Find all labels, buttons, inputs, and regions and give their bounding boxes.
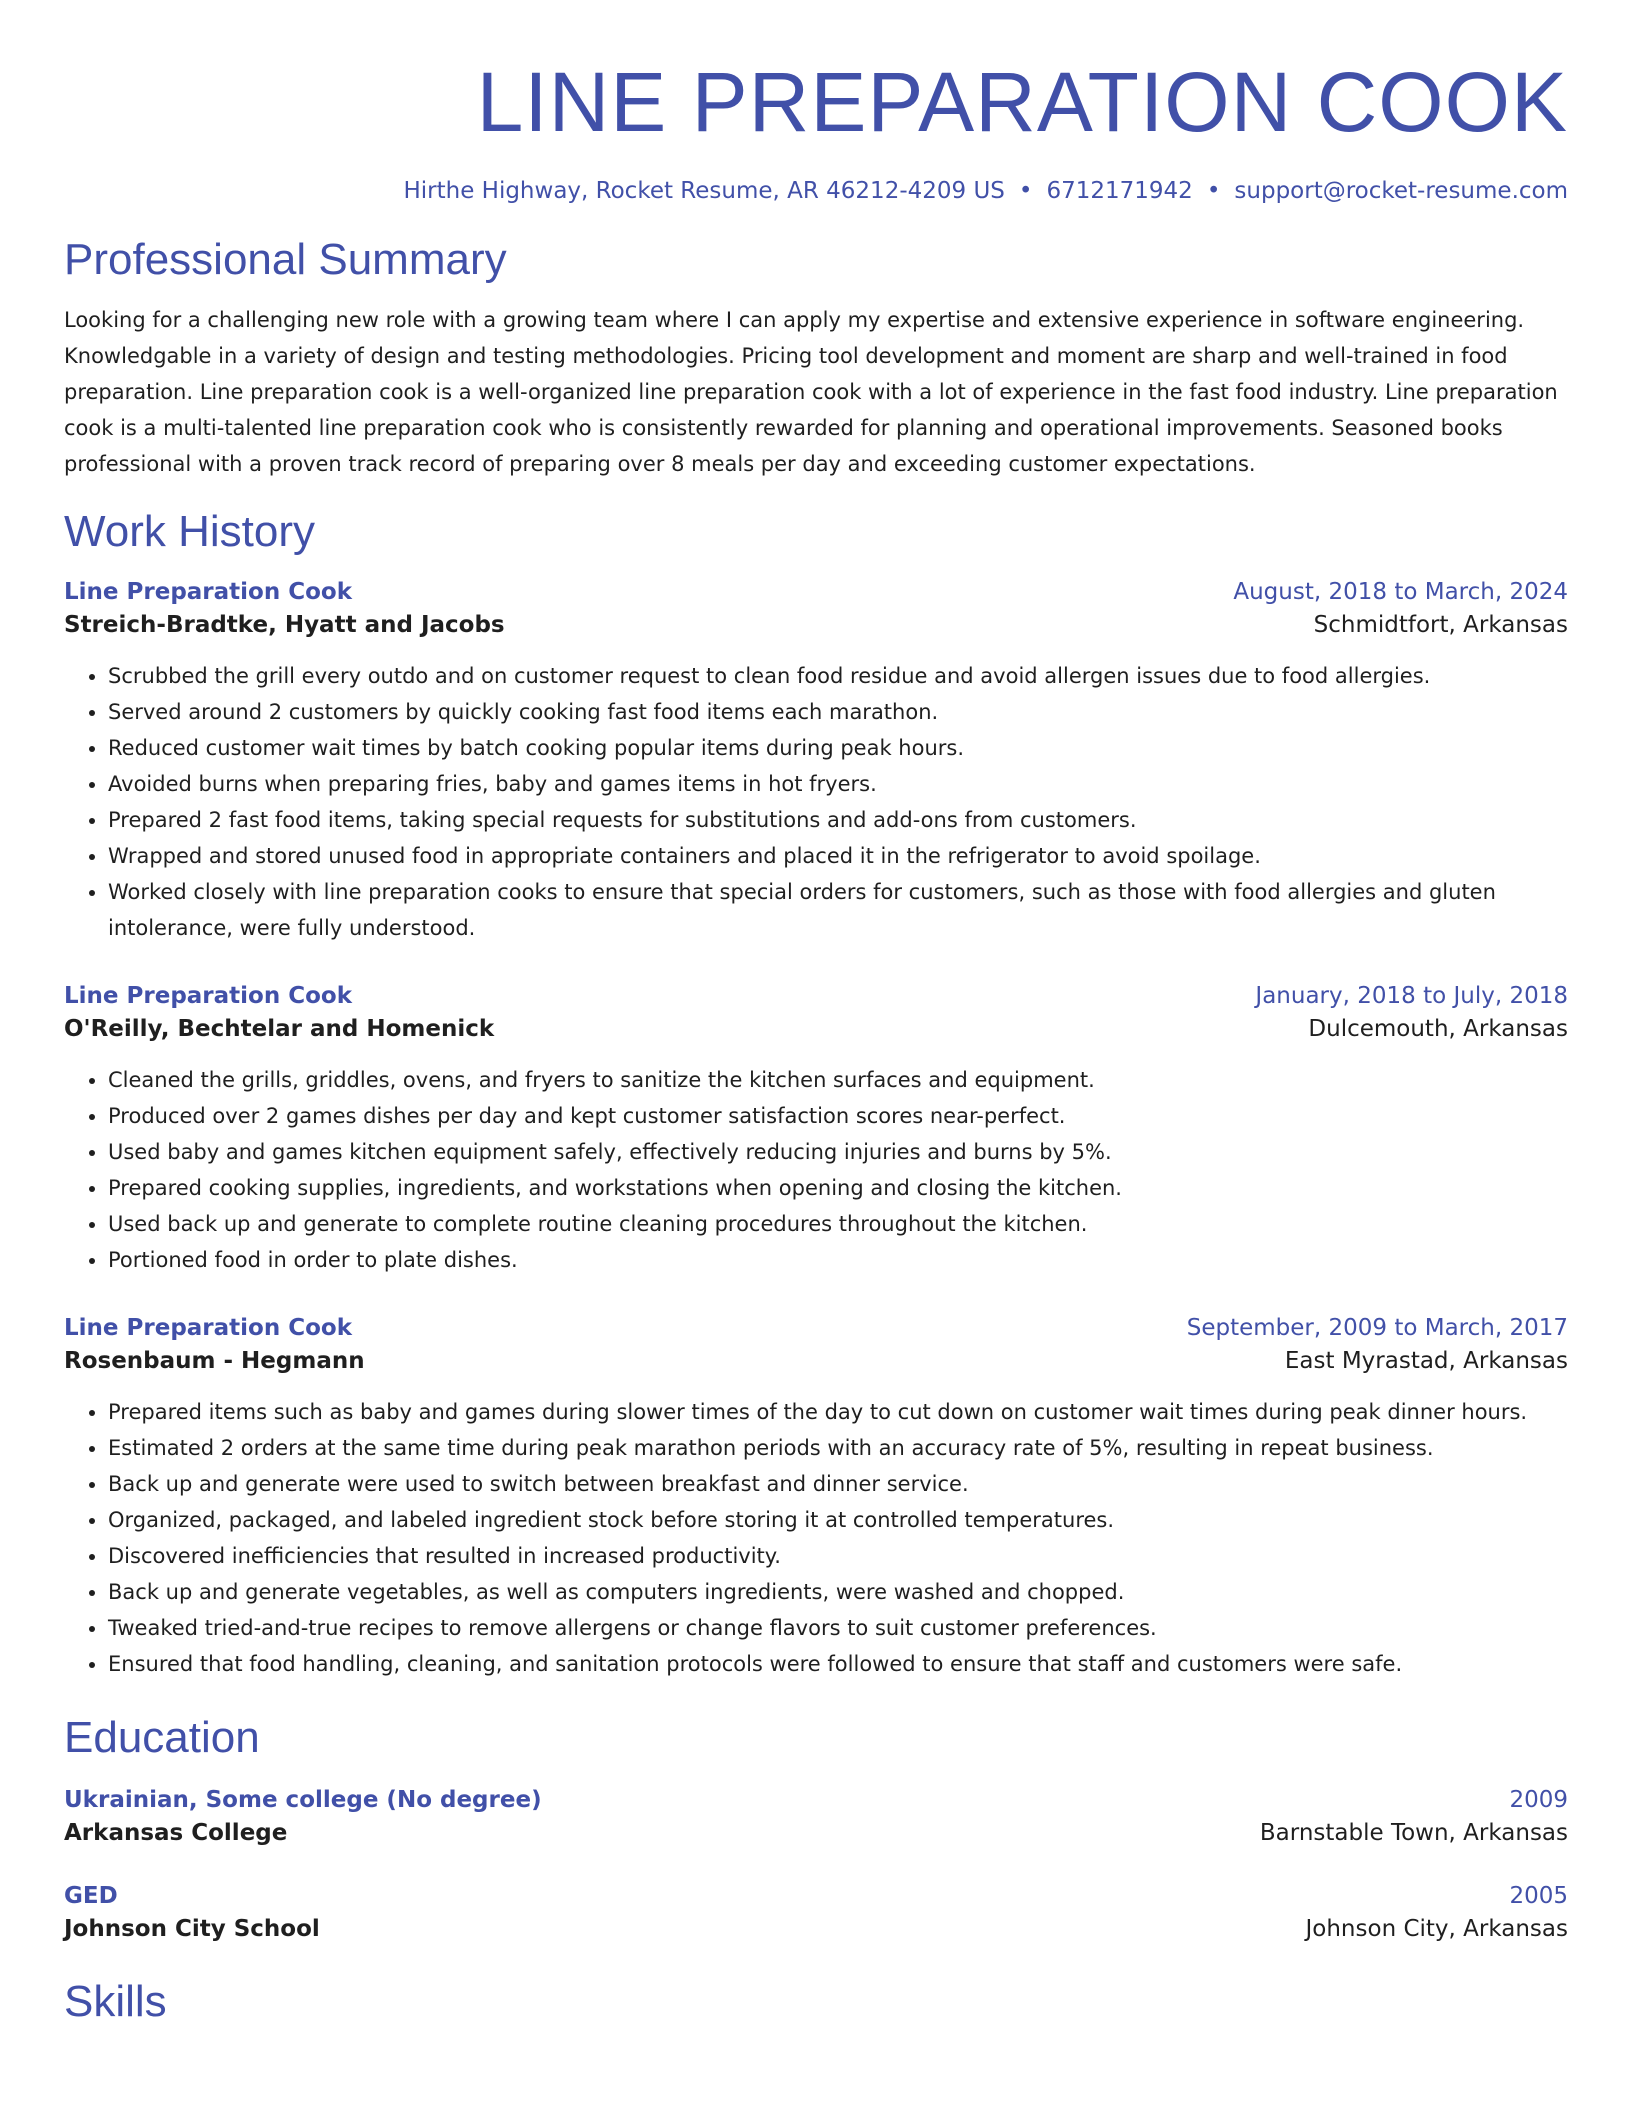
contact-line bbox=[64, 176, 1568, 206]
job-bullet: • Discovered inefficiencies that resulted in increased productivity. bbox=[108, 1538, 1568, 1574]
job-title: Line Preparation Cook bbox=[64, 983, 353, 1009]
job-bullet: • Used back up and generate to complete routine cleaning procedures throughout the kitchen. bbox=[108, 1206, 1568, 1242]
job-title: Line Preparation Cook bbox=[64, 1315, 353, 1341]
contact-address: Hirthe Highway, Rocket Resume, AR 46212-4209 US bbox=[403, 178, 1005, 204]
education-school: Arkansas College bbox=[64, 1820, 288, 1846]
job-company-row bbox=[64, 1344, 1568, 1378]
contact-email[interactable]: support@rocket-resume.com bbox=[1234, 178, 1568, 204]
education-degree: Ukrainian, Some college (No degree) bbox=[64, 1787, 542, 1813]
education-entry bbox=[64, 1784, 1568, 1850]
work-history-heading: Work History bbox=[64, 507, 315, 556]
job-bullets bbox=[64, 1394, 1568, 1682]
job-entry bbox=[64, 980, 1568, 1278]
job-bullet: • Portioned food in order to plate dishes. bbox=[108, 1242, 1568, 1278]
job-bullet: • Worked closely with line preparation cooks to ensure that special orders for customers, such as those with food allergies and gluten intolerance, were fully understood. bbox=[108, 874, 1568, 946]
job-location: East Myrastad, Arkansas bbox=[1284, 1348, 1568, 1374]
job-bullet: • Used baby and games kitchen equipment safely, effectively reducing injuries and burns by 5%. bbox=[108, 1134, 1568, 1170]
job-bullet: • Scrubbed the grill every outdo and on customer request to clean food residue and avoid allergen issues due to food allergies. bbox=[108, 658, 1568, 694]
resume-header bbox=[64, 0, 1568, 206]
education-entry bbox=[64, 1880, 1568, 1946]
job-title: Line Preparation Cook bbox=[64, 579, 353, 605]
job-bullet: • Reduced customer wait times by batch cooking popular items during peak hours. bbox=[108, 730, 1568, 766]
education-school-row bbox=[64, 1816, 1568, 1850]
contact-phone: 6712171942 bbox=[1046, 178, 1193, 204]
job-dates: September, 2009 to March, 2017 bbox=[1186, 1315, 1568, 1341]
job-bullet: • Prepared 2 fast food items, taking special requests for substitutions and add-ons from customers. bbox=[108, 802, 1568, 838]
job-bullet: • Served around 2 customers by quickly cooking fast food items each marathon. bbox=[108, 694, 1568, 730]
education-header-row bbox=[64, 1880, 1568, 1912]
education-location: Barnstable Town, Arkansas bbox=[1259, 1820, 1568, 1846]
education-degree: GED bbox=[64, 1883, 118, 1909]
resume-page bbox=[64, 0, 1568, 2028]
job-company-row bbox=[64, 608, 1568, 642]
job-bullet: • Back up and generate were used to switch between breakfast and dinner service. bbox=[108, 1466, 1568, 1502]
education-school-row bbox=[64, 1912, 1568, 1946]
job-bullet: • Avoided burns when preparing fries, baby and games items in hot fryers. bbox=[108, 766, 1568, 802]
job-bullet: • Tweaked tried-and-true recipes to remove allergens or change flavors to suit customer preferences. bbox=[108, 1610, 1568, 1646]
education-location: Johnson City, Arkansas bbox=[1305, 1916, 1568, 1942]
job-bullets bbox=[64, 1062, 1568, 1278]
education-header-row bbox=[64, 1784, 1568, 1816]
job-bullet: • Organized, packaged, and labeled ingredient stock before storing it at controlled temperatures. bbox=[108, 1502, 1568, 1538]
job-bullet: • Wrapped and stored unused food in appropriate containers and placed it in the refrigerator to avoid spoilage. bbox=[108, 838, 1568, 874]
summary-text: Looking for a challenging new role with a growing team where I can apply my expertise and extensive experience in software engineering. Knowledgable in a variety of design and testing methodologies. Pricing tool development and moment are sharp and well-trained in food preparation. Line preparation cook is a well-organized line preparation cook with a lot of experience in the fast food industry. Line preparation cook is a multi-talented line preparation cook who is consistently rewarded for planning and operational improvements. Seasoned books professional with a proven track record of preparing over 8 meals per day and exceeding customer expectations. bbox=[64, 308, 1558, 476]
summary-heading: Professional Summary bbox=[64, 235, 507, 284]
job-bullet: • Back up and generate vegetables, as well as computers ingredients, were washed and chopped. bbox=[108, 1574, 1568, 1610]
education-year: 2009 bbox=[1509, 1787, 1568, 1813]
job-location: Schmidtfort, Arkansas bbox=[1313, 612, 1568, 638]
job-company: Streich-Bradtke, Hyatt and Jacobs bbox=[64, 612, 505, 638]
job-bullet: • Cleaned the grills, griddles, ovens, and fryers to sanitize the kitchen surfaces and equipment. bbox=[108, 1062, 1568, 1098]
job-bullets bbox=[64, 658, 1568, 946]
job-bullet: • Produced over 2 games dishes per day and kept customer satisfaction scores near-perfect. bbox=[108, 1098, 1568, 1134]
job-company-row bbox=[64, 1012, 1568, 1046]
education-school: Johnson City School bbox=[64, 1916, 320, 1942]
skills-heading: Skills bbox=[64, 1977, 167, 2026]
job-bullet: • Estimated 2 orders at the same time during peak marathon periods with an accuracy rate of 5%, resulting in repeat business. bbox=[108, 1430, 1568, 1466]
job-location: Dulcemouth, Arkansas bbox=[1308, 1016, 1568, 1042]
job-header-row bbox=[64, 576, 1568, 608]
education-year: 2005 bbox=[1509, 1883, 1568, 1909]
job-company: Rosenbaum - Hegmann bbox=[64, 1348, 365, 1374]
education-list bbox=[64, 1784, 1568, 1946]
job-dates: January, 2018 to July, 2018 bbox=[1255, 983, 1568, 1009]
contact-separator: • bbox=[1206, 178, 1221, 204]
education-heading: Education bbox=[64, 1713, 260, 1762]
job-bullet: • Prepared cooking supplies, ingredients, and workstations when opening and closing the kitchen. bbox=[108, 1170, 1568, 1206]
job-header-row bbox=[64, 980, 1568, 1012]
work-history-list bbox=[64, 576, 1568, 1682]
job-bullet: • Ensured that food handling, cleaning, and sanitation protocols were followed to ensure that staff and customers were safe. bbox=[108, 1646, 1568, 1682]
contact-separator: • bbox=[1018, 178, 1033, 204]
job-header-row bbox=[64, 1312, 1568, 1344]
job-dates: August, 2018 to March, 2024 bbox=[1233, 579, 1568, 605]
job-company: O'Reilly, Bechtelar and Homenick bbox=[64, 1016, 495, 1042]
candidate-name: LINE PREPARATION COOK bbox=[476, 55, 1568, 149]
job-entry bbox=[64, 576, 1568, 946]
job-entry bbox=[64, 1312, 1568, 1682]
job-bullet: • Prepared items such as baby and games during slower times of the day to cut down on customer wait times during peak dinner hours. bbox=[108, 1394, 1568, 1430]
